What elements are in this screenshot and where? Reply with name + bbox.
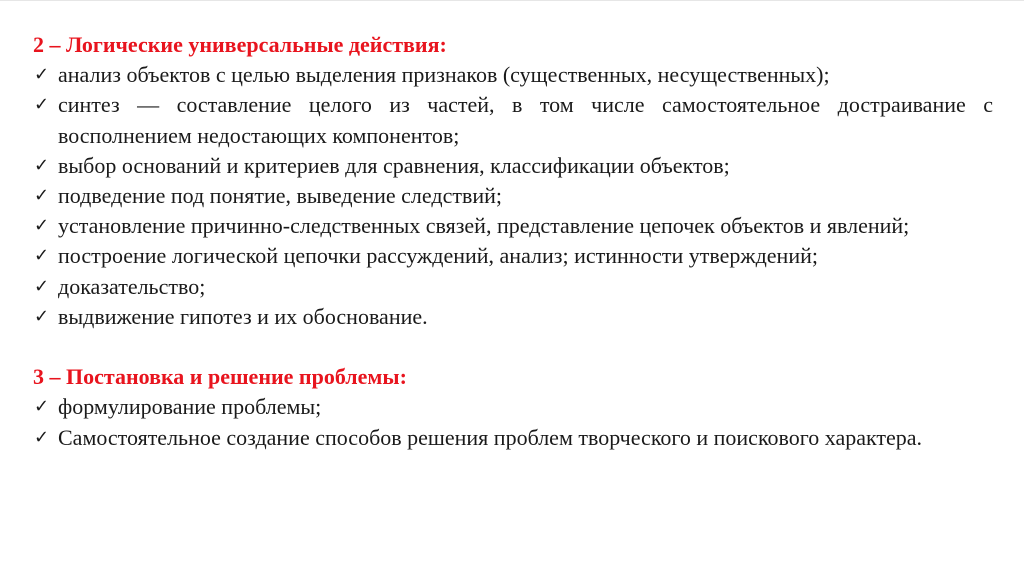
list-item bbox=[33, 241, 993, 271]
section-problem-solving bbox=[33, 362, 993, 453]
check-mark-icon: ✓ bbox=[34, 215, 50, 237]
check-mark-icon: ✓ bbox=[34, 64, 50, 86]
section-heading: 3 – Постановка и решение проблемы: bbox=[33, 364, 407, 390]
check-mark-icon: ✓ bbox=[34, 275, 50, 297]
section-logical-actions bbox=[33, 30, 993, 332]
check-list bbox=[33, 392, 993, 452]
list-item-text: выбор оснований и критериев для сравнения, классификации объектов; bbox=[58, 152, 730, 178]
list-item-text: анализ объектов с целью выделения признаков (существенных, несущественных); bbox=[58, 62, 830, 88]
list-item-text: подведение под понятие, выведение следствий; bbox=[58, 183, 502, 208]
list-item-text: Самостоятельное создание способов решения проблем творческого и поискового характера. bbox=[58, 424, 923, 450]
check-mark-icon: ✓ bbox=[34, 245, 50, 267]
list-item bbox=[33, 392, 993, 422]
check-mark-icon: ✓ bbox=[34, 154, 50, 176]
list-item-text: доказательство; bbox=[58, 273, 206, 299]
list-item bbox=[33, 211, 993, 241]
slide-content bbox=[33, 30, 993, 453]
check-mark-icon: ✓ bbox=[34, 94, 50, 116]
check-mark-icon: ✓ bbox=[34, 396, 50, 418]
list-item bbox=[33, 302, 993, 332]
check-mark-icon: ✓ bbox=[34, 426, 50, 448]
check-list bbox=[33, 60, 993, 332]
list-item-text: синтез — составление целого из частей, в том числе самостоятельное достраивание с восполнением недостающих компонентов; bbox=[58, 92, 993, 148]
section-heading: 2 – Логические универсальные действия: bbox=[33, 32, 447, 57]
check-mark-icon: ✓ bbox=[34, 185, 50, 206]
list-item bbox=[33, 151, 993, 181]
list-item bbox=[33, 423, 993, 453]
list-item bbox=[33, 90, 993, 150]
section-spacer bbox=[33, 332, 993, 362]
list-item-text: построение логической цепочки рассуждений, анализ; истинности утверждений; bbox=[58, 243, 818, 269]
list-item bbox=[33, 60, 993, 90]
list-item bbox=[33, 272, 993, 302]
check-mark-icon: ✓ bbox=[34, 305, 50, 327]
list-item-text: формулирование проблемы; bbox=[58, 394, 322, 420]
list-item-text: установление причинно-следственных связей, представление цепочек объектов и явлений; bbox=[58, 213, 910, 239]
list-item bbox=[33, 181, 993, 211]
list-item-text: выдвижение гипотез и их обоснование. bbox=[58, 303, 428, 329]
